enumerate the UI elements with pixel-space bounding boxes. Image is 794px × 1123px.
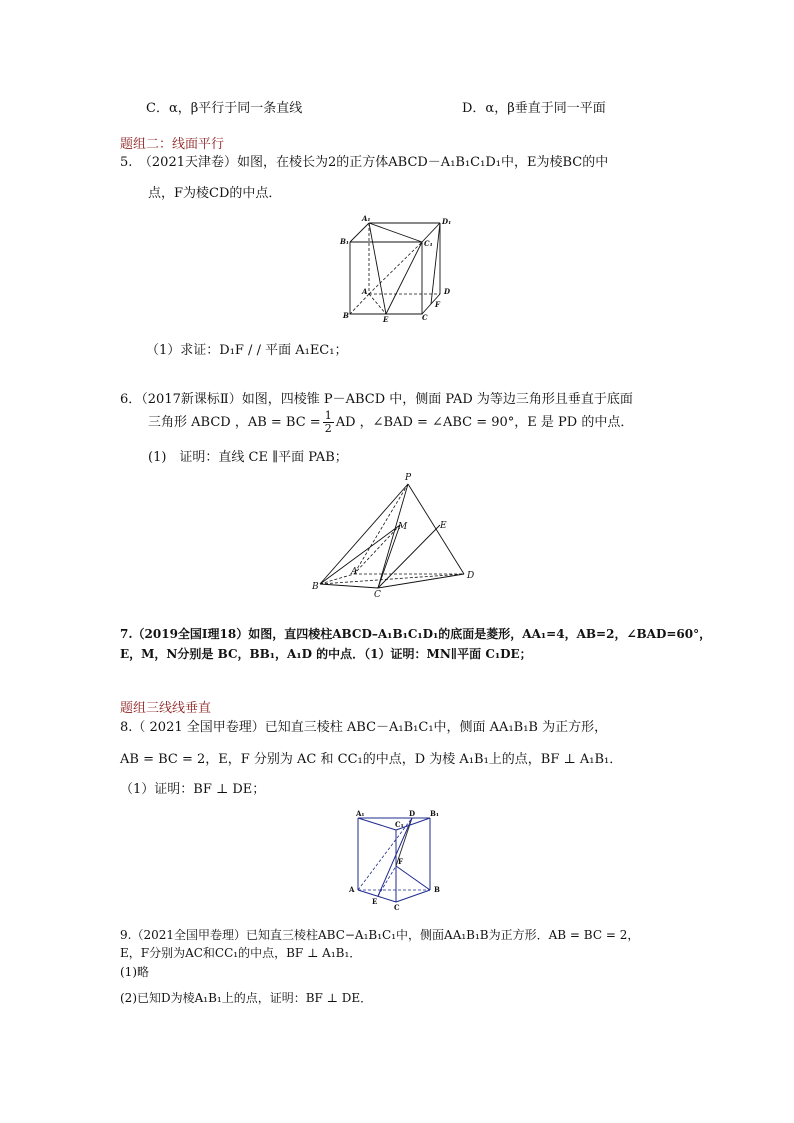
q8-label: A₁ (356, 809, 365, 818)
q6-label: M (398, 522, 408, 532)
q8-label: C₁ (395, 820, 404, 829)
q8-prism-figure (346, 808, 446, 912)
q6-label: B (312, 582, 319, 592)
q6-line2-b: AD ，∠BAD = ∠ABC = 90°，E 是 PD 的中点． (335, 415, 634, 430)
q8-sub1: （1）证明：BF ⊥ DE； (120, 782, 266, 797)
q8-label: A (349, 885, 355, 894)
q6-sub1: (1) 证明：直线 CE ∥平面 PAB； (148, 450, 348, 465)
q8-label: B₁ (430, 809, 439, 818)
q5-label: A₁ (362, 214, 371, 223)
q6-line2 (148, 410, 633, 435)
option-c: C．α，β平行于同一条直线 (146, 101, 303, 116)
q5-label: F (435, 300, 440, 309)
q8-label: E (372, 897, 378, 906)
q5-label: B (343, 311, 349, 320)
q7-line1: 7.（2019全国Ⅰ理18）如图，直四棱柱ABCD–A₁B₁C₁D₁的底面是菱形，AA₁=4，AB=2，∠BAD=60°， (120, 627, 712, 641)
q5-label: B₁ (340, 237, 349, 246)
q6-line2-a: 三角形 ABCD ，AB = BC = (148, 415, 321, 430)
q7-line2: E，M，N分别是 BC，BB₁，A₁D 的中点．（1）证明：MN∥平面 C₁DE； (120, 647, 532, 661)
q6-label: D (467, 571, 475, 581)
q5-label: C₁ (424, 239, 433, 248)
q6-label: P (405, 473, 412, 483)
q5-label: D (444, 287, 451, 296)
q9-sub2: (2)已知D为棱A₁B₁上的点，证明：BF ⊥ DE． (120, 991, 373, 1005)
q8-line1: 8.（ 2021 全国甲卷理）已知直三棱柱 ABC－A₁B₁C₁中，侧面 AA₁B₁B 为正方形， (120, 720, 608, 735)
q8-label: C (394, 903, 400, 912)
q5-line1: 5. （2021天津卷）如图，在棱长为2的正方体ABCD－A₁B₁C₁D₁中，E为棱BC的中 (120, 155, 609, 170)
q6-frac-num: 1 (324, 409, 332, 422)
q9-line1: 9.（2021全国甲卷理）已知直三棱柱ABC−A₁B₁C₁中，侧面AA₁B₁B为正方形．AB = BC = 2， (120, 928, 640, 942)
q5-line2: 点，F为棱CD的中点． (148, 186, 282, 201)
q6-label: A (351, 567, 358, 577)
q6-frac-den: 2 (324, 422, 332, 435)
q6-pyramid-figure (308, 470, 486, 600)
q5-label: A (362, 287, 368, 296)
q6-label: C (374, 590, 381, 600)
q9-line2: E，F分别为AC和CC₁的中点，BF ⊥ A₁B₁． (120, 946, 362, 960)
q8-label: B (434, 885, 440, 894)
q6-line1: 6．（2017新课标Ⅱ）如图，四棱锥 P－ABCD 中，侧面 PAD 为等边三角形且垂直于底面 (120, 392, 633, 407)
q9-sub1: (1)略 (120, 965, 149, 979)
q6-label: E (440, 521, 447, 531)
q5-label: D₁ (442, 217, 452, 226)
q8-label: D (409, 809, 416, 818)
q5-label: C (422, 313, 428, 322)
option-d: D．α，β垂直于同一平面 (462, 101, 606, 116)
section-title-3: 题组三线线垂直 (120, 701, 212, 716)
q5-cube-figure (336, 210, 466, 325)
q5-label: E (383, 315, 389, 324)
q8-label: F (398, 857, 403, 866)
section-title-2: 题组二：线面平行 (120, 137, 225, 152)
q6-fraction (323, 410, 334, 435)
q5-sub1: （1）求证：D₁F / / 平面 A₁EC₁； (146, 343, 348, 358)
q8-line2: AB = BC = 2，E，F 分别为 AC 和 CC₁的中点，D 为棱 A₁B₁上的点，BF ⊥ A₁B₁． (120, 752, 623, 767)
